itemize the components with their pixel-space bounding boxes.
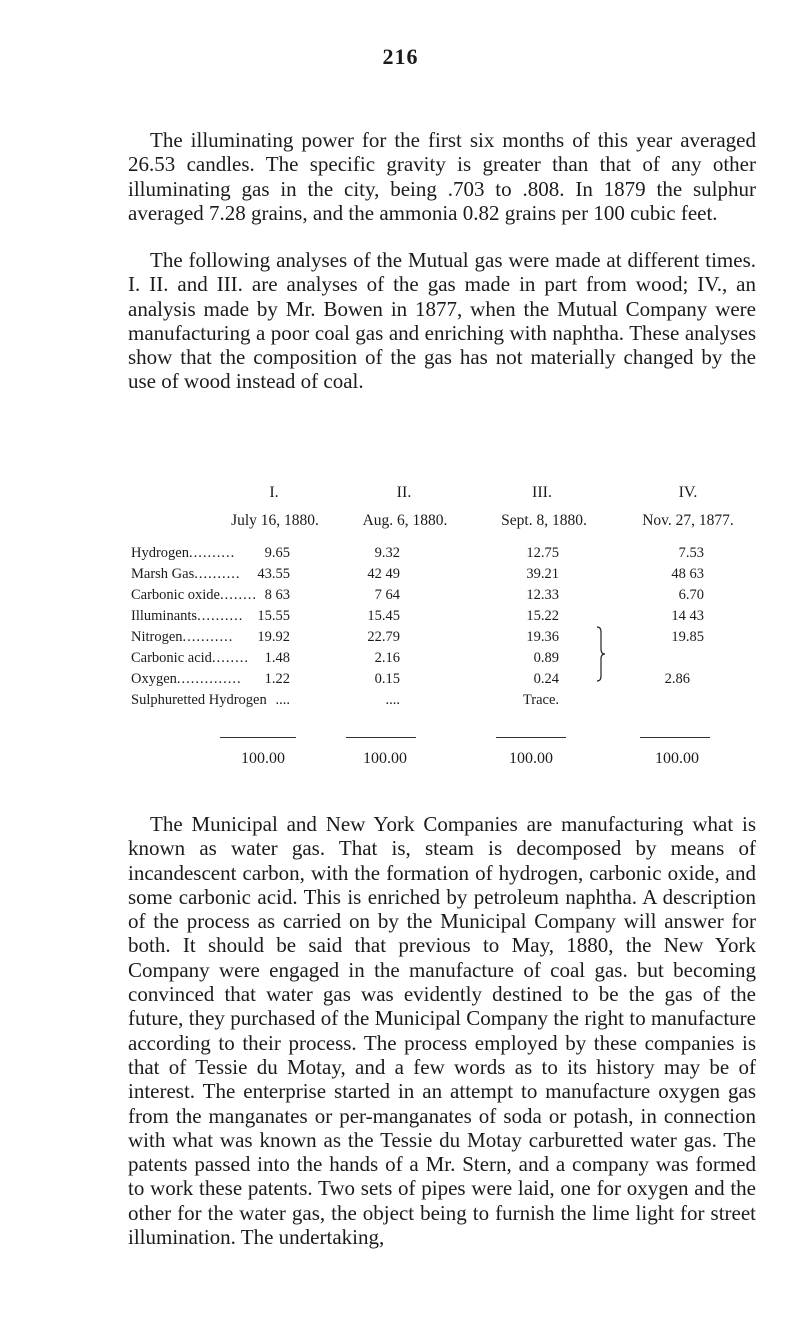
table-cell: 15.45 xyxy=(367,608,400,624)
table-cell: 19.85 xyxy=(671,629,704,645)
table-cell: 14 43 xyxy=(671,608,704,624)
table-row-label: Carbonic oxide........ xyxy=(131,587,257,603)
paragraph-text: The following analyses of the Mutual gas were made at different times. I. II. and III. are analyses of the gas made in part from wood; IV., an analysis made by Mr. Bowen in 1877, when the Mutual Company were manufacturing a poor coal gas and enriching with naphtha. These analyses show that the composition of the gas has not materially changed by the use of wood instead of coal. xyxy=(128,248,756,394)
table-cell: 39.21 xyxy=(526,566,559,582)
table-cell: 43.55 xyxy=(257,566,290,582)
table-total: 100.00 xyxy=(655,750,699,767)
column-numeral: IV. xyxy=(678,484,698,501)
table-cell: .... xyxy=(385,692,400,708)
table-cell: 15.22 xyxy=(526,608,559,624)
table-cell: 2.86 xyxy=(664,671,690,687)
table-cell: 0.15 xyxy=(374,671,400,687)
total-rule xyxy=(496,737,566,738)
table-cell: 0.24 xyxy=(533,671,559,687)
table-cell: 0.89 xyxy=(533,650,559,666)
table-cell: 6.70 xyxy=(678,587,704,603)
table-row-label: Oxygen.............. xyxy=(131,671,242,687)
total-rule xyxy=(346,737,416,738)
table-cell: 9.65 xyxy=(264,545,290,561)
column-numeral: I. xyxy=(269,484,279,501)
table-cell: 12.75 xyxy=(526,545,559,561)
column-date: Nov. 27, 1877. xyxy=(642,512,734,529)
table-cell: Trace. xyxy=(522,692,559,708)
brace-icon xyxy=(596,626,606,682)
table-cell: .... xyxy=(275,692,290,708)
table-cell: 12.33 xyxy=(526,587,559,603)
column-numeral: III. xyxy=(532,484,552,501)
paragraph-illuminating-power xyxy=(128,128,756,225)
table-cell: 42 49 xyxy=(367,566,400,582)
table-cell: 15.55 xyxy=(257,608,290,624)
table-cell: 7.53 xyxy=(678,545,704,561)
table-total: 100.00 xyxy=(241,750,285,767)
paragraph-analyses-intro xyxy=(128,248,756,394)
table-cell: 9.32 xyxy=(374,545,400,561)
table-row-label: Carbonic acid........ xyxy=(131,650,249,666)
table-cell: 19.36 xyxy=(526,629,559,645)
table-row-label: Sulphuretted Hydrogen xyxy=(131,692,267,708)
paragraph-water-gas xyxy=(128,812,756,1249)
table-row-label: Illuminants.......... xyxy=(131,608,244,624)
table-cell: 1.22 xyxy=(264,671,290,687)
paragraph-text: The Municipal and New York Companies are manufacturing what is known as water gas. That is, steam is decomposed by means of incandescent carbon, with the formation of hydrogen, carbonic oxide, and some carbonic acid. This is enriched by petroleum naphtha. A description of the process as carried on by the Municipal Company will answer for both. It should be said that previous to May, 1880, the New York Company were engaged in the manufacture of coal gas. but becoming convinced that water gas was evidently destined to be the gas of the future, they purchased of the Municipal Company the right to manufacture according to their process. The process employed by these companies is that of Tessie du Motay, and a few words as to its history may be of interest. The enterprise started in an attempt to manufacture oxygen gas from the manganates or per-manganates of soda or potash, in connection with what was known as the Tessie du Motay carburetted water gas. The patents passed into the hands of a Mr. Stern, and a company was formed to work these patents. Two sets of pipes were laid, one for oxygen and the other for the water gas, the object being to furnish the lime light for street illumination. The undertaking, xyxy=(128,812,756,1250)
table-cell: 7 64 xyxy=(374,587,400,603)
table-cell: 48 63 xyxy=(671,566,704,582)
total-rule xyxy=(220,737,296,738)
column-date: July 16, 1880. xyxy=(231,512,319,529)
paragraph-text: The illuminating power for the first six months of this year averaged 26.53 candles. The specific gravity is greater than that of any other illuminating gas in the city, being .703 to .808. In 1879 the sulphur averaged 7.28 grains, and the ammonia 0.82 grains per 100 cubic feet. xyxy=(128,128,756,225)
table-total: 100.00 xyxy=(509,750,553,767)
table-row-label: Nitrogen........... xyxy=(131,629,234,645)
table-row-label: Hydrogen.......... xyxy=(131,545,236,561)
table-total: 100.00 xyxy=(363,750,407,767)
page-number: 216 xyxy=(382,44,419,69)
column-numeral: II. xyxy=(396,484,412,501)
table-cell: 2.16 xyxy=(374,650,400,666)
table-cell: 19.92 xyxy=(257,629,290,645)
table-cell: 1.48 xyxy=(264,650,290,666)
column-date: Sept. 8, 1880. xyxy=(501,512,587,529)
column-date: Aug. 6, 1880. xyxy=(362,512,448,529)
table-cell: 8 63 xyxy=(264,587,290,603)
table-cell: 22.79 xyxy=(367,629,400,645)
table-row-label: Marsh Gas.......... xyxy=(131,566,241,582)
total-rule xyxy=(640,737,710,738)
